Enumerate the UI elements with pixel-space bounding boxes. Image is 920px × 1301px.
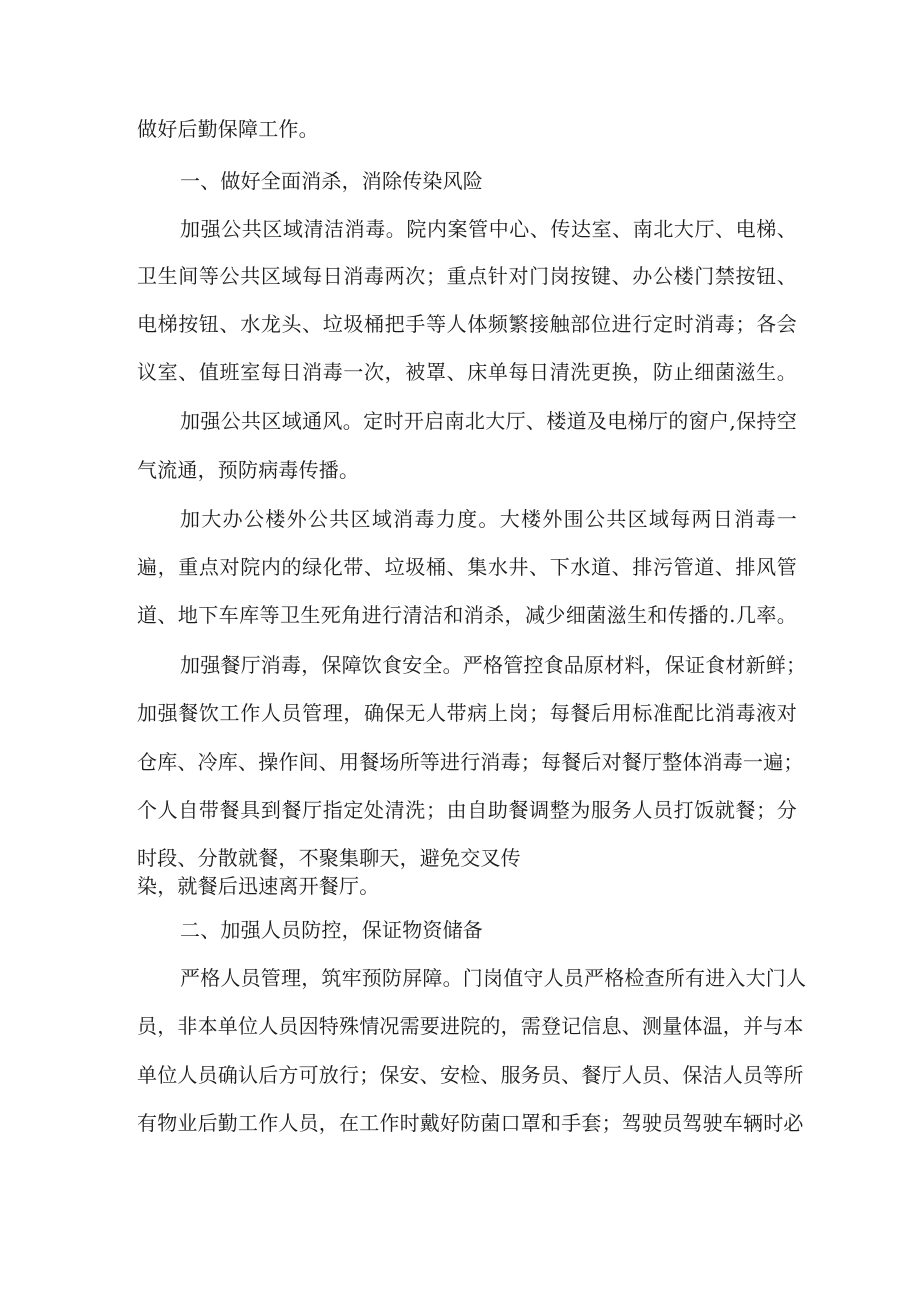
paragraph-line: 仓库、冷库、操作间、用餐场所等进行消毒；每餐后对餐厅整体消毒一遍； — [137, 750, 804, 774]
paragraph-line: 做好后勤保障工作。 — [137, 117, 319, 141]
paragraph-line: 电梯按钮、水龙头、垃圾桶把手等人体频繁接触部位进行定时消毒；各会 — [137, 312, 797, 336]
paragraph-line: 加强公共区域通风。定时开启南北大厅、楼道及电梯厅的窗户,保持空 — [180, 409, 797, 433]
paragraph-line: 个人自带餐具到餐厅指定处清洗；由自助餐调整为服务人员打饭就餐；分 — [137, 798, 797, 822]
paragraph-line: 员，非本单位人员因特殊情况需要进院的，需登记信息、测量体温，并与本 — [137, 1014, 804, 1038]
section-heading: 二、加强人员防控，保证物资储备 — [180, 918, 483, 942]
paragraph-line: 加强餐饮工作人员管理，确保无人带病上岗；每餐后用标准配比消毒液对 — [137, 701, 797, 725]
paragraph-line: 气流通，预防病毒传播。 — [137, 458, 360, 482]
section-heading: 一、做好全面消杀，消除传染风险 — [180, 169, 483, 193]
paragraph-line: 染，就餐后迅速离开餐厅。 — [137, 874, 380, 898]
paragraph-line: 道、地下车库等卫生死角进行清洁和消杀，减少细菌滋生和传播的.几率。 — [137, 603, 797, 627]
paragraph-line: 议室、值班室每日消毒一次，被罩、床单每日清洗更换，防止细菌滋生。 — [137, 360, 797, 384]
paragraph-line: 加强公共区域清洁消毒。院内案管中心、传达室、南北大厅、电梯、 — [180, 217, 797, 241]
paragraph-line: 单位人员确认后方可放行；保安、安检、服务员、餐厅人员、保洁人员等所 — [137, 1063, 804, 1087]
paragraph-line: 加大办公楼外公共区域消毒力度。大楼外围公共区域每两日消毒一 — [180, 507, 797, 531]
paragraph-line: 严格人员管理，筑牢预防屏障。门岗值守人员严格检查所有进入大门人 — [180, 966, 807, 990]
paragraph-line: 加强餐厅消毒，保障饮食安全。严格管控食品原材料，保证食材新鲜； — [180, 653, 807, 677]
paragraph-line: 卫生间等公共区域每日消毒两次；重点针对门岗按键、办公楼门禁按钮、 — [137, 264, 797, 288]
paragraph-line: 时段、分散就餐，不聚集聊天，避免交叉传 — [137, 846, 521, 870]
paragraph-line: 有物业后勤工作人员，在工作时戴好防菌口罩和手套；驾驶员驾驶车辆时必 — [137, 1111, 804, 1135]
paragraph-line: 遍，重点对院内的绿化带、垃圾桶、集水井、下水道、排污管道、排风管 — [137, 555, 797, 579]
